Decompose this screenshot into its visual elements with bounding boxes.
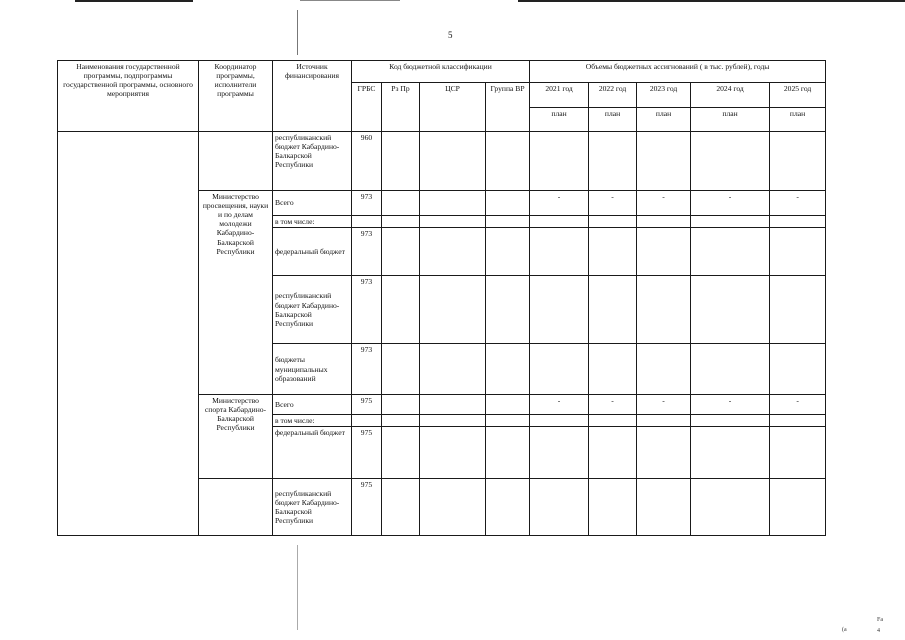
header-year-2023: 2023 год <box>637 83 691 108</box>
table-row <box>58 132 826 191</box>
header-plan-2022: план <box>589 108 637 132</box>
coordinator-min-edu: Министерство просвещения, науки и по делам молодежи Кабардино-Балкарской Республики <box>199 191 273 395</box>
value-2025: - <box>770 395 826 415</box>
header-year-2021: 2021 год <box>530 83 589 108</box>
margin-mark-2: (a <box>842 627 847 633</box>
value-2021: - <box>530 191 589 216</box>
value-2024: - <box>691 395 770 415</box>
header-year-2025: 2025 год <box>770 83 826 108</box>
scan-fold-line-bottom <box>297 545 298 630</box>
source-federal: федеральный бюджет <box>273 427 352 479</box>
coordinator-min-sport: Министерство спорта Кабардино-Балкарской Республики <box>199 395 273 479</box>
header-csr: ЦСР <box>420 83 486 132</box>
source-total: Всего <box>273 191 352 216</box>
program-name-cell <box>58 132 199 536</box>
header-volume-group: Объемы бюджетных ассигнований ( в тыс. рублей), годы <box>530 61 826 83</box>
header-coordinator: Координатор программы, исполнители программы <box>199 61 273 132</box>
source-incl: в том числе: <box>273 415 352 427</box>
margin-mark-1: Fa <box>877 617 883 623</box>
grbs-cell: 973 <box>352 276 382 344</box>
header-code-group: Код бюджетной классификации <box>352 61 530 83</box>
header-source: Источник финансирования <box>273 61 352 132</box>
header-plan-2021: план <box>530 108 589 132</box>
value-2021: - <box>530 395 589 415</box>
grbs-cell: 973 <box>352 191 382 216</box>
value-2023: - <box>637 191 691 216</box>
scan-fold-line <box>297 10 298 55</box>
header-name: Наименования государственной программы, подпрограммы государственной программы, основного мероприятия <box>58 61 199 132</box>
grbs-cell: 975 <box>352 479 382 536</box>
source-federal: федеральный бюджет <box>273 228 352 276</box>
value-2025: - <box>770 191 826 216</box>
header-plan-2024: план <box>691 108 770 132</box>
grbs-cell: 973 <box>352 228 382 276</box>
coordinator-cell <box>199 132 273 191</box>
header-year-2022: 2022 год <box>589 83 637 108</box>
grbs-cell: 960 <box>352 132 382 191</box>
scan-line-top-right <box>518 0 905 2</box>
header-rzpr: Рз Пр <box>382 83 420 132</box>
source-municipal: бюджеты муниципальных образований <box>273 344 352 395</box>
value-2022: - <box>589 395 637 415</box>
header-year-2024: 2024 год <box>691 83 770 108</box>
coordinator-cell <box>199 479 273 536</box>
value-2022: - <box>589 191 637 216</box>
header-plan-2023: план <box>637 108 691 132</box>
source-republic: республиканский бюджет Кабардино-Балкарской Республики <box>273 276 352 344</box>
header-plan-2025: план <box>770 108 826 132</box>
page-number: 5 <box>448 30 453 40</box>
margin-mark-3: 4 <box>877 628 880 634</box>
scan-line-top-mid <box>300 0 400 1</box>
value-2024: - <box>691 191 770 216</box>
header-grbs: ГРБС <box>352 83 382 132</box>
source-cell: республиканский бюджет Кабардино-Балкарской Республики <box>273 132 352 191</box>
budget-table <box>57 60 826 536</box>
header-group-vr: Группа ВР <box>486 83 530 132</box>
source-incl: в том числе: <box>273 216 352 228</box>
grbs-cell: 975 <box>352 395 382 415</box>
grbs-cell: 973 <box>352 344 382 395</box>
value-2023: - <box>637 395 691 415</box>
scan-line-top-left <box>75 0 193 2</box>
source-total: Всего <box>273 395 352 415</box>
source-republic: республиканский бюджет Кабардино-Балкарской Республики <box>273 479 352 536</box>
grbs-cell: 975 <box>352 427 382 479</box>
